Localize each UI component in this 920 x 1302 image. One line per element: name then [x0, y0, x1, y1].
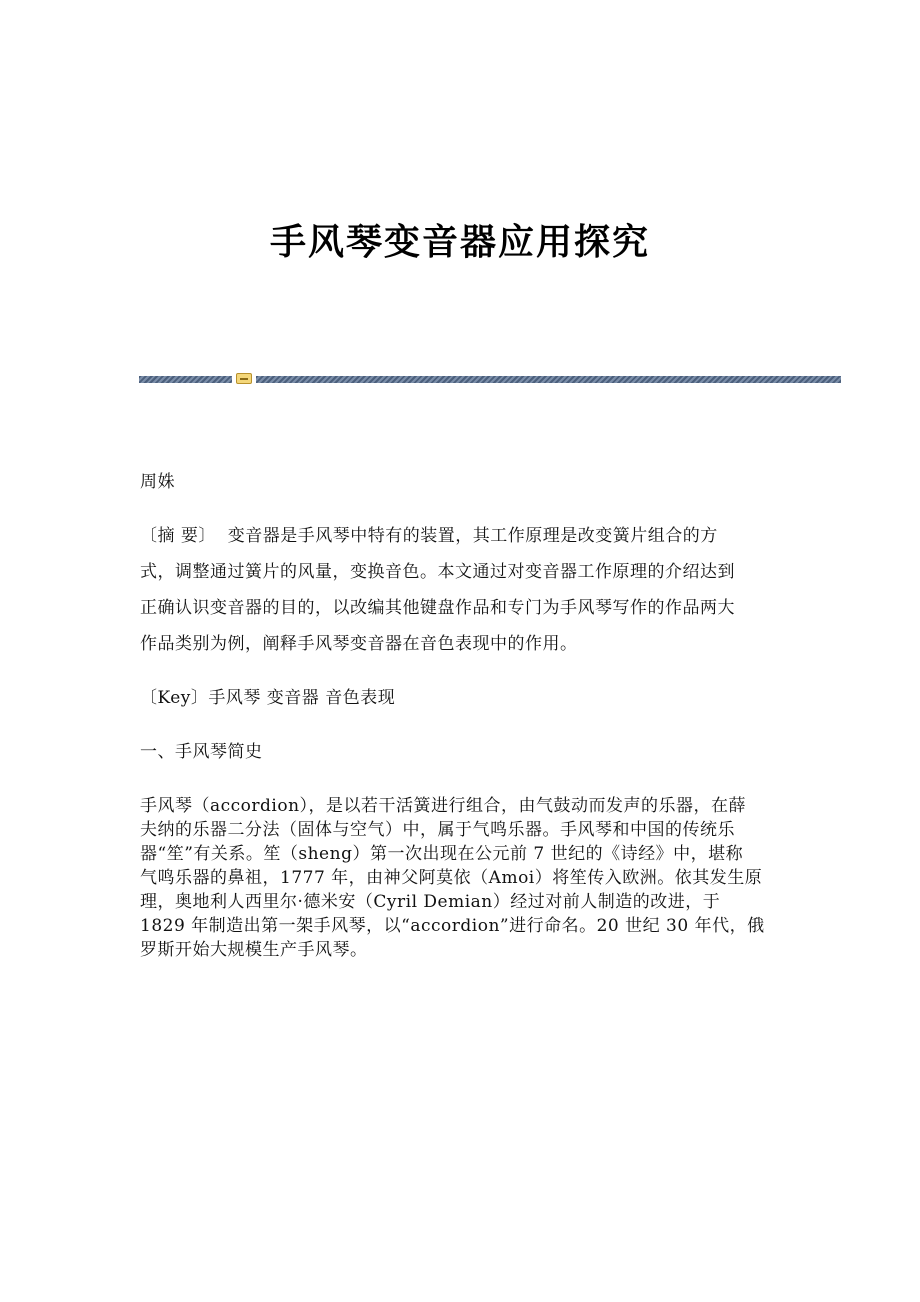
- paragraph-line: 手风琴（accordion），是以若干活簧进行组合，由气鼓动而发声的乐器，在薛: [140, 796, 747, 816]
- paragraph-line: 罗斯开始大规模生产手风琴。: [140, 940, 368, 960]
- author-name: 周姝: [140, 472, 175, 492]
- section-heading: 一、手风琴简史: [140, 742, 263, 762]
- abstract-block: [140, 512, 785, 668]
- article-body: [140, 470, 785, 974]
- paragraph-line: 器“笙”有关系。笙（sheng）第一次出现在公元前 7 世纪的《诗经》中，堪称: [140, 844, 744, 864]
- paragraph-line: 夫纳的乐器二分法（固体与空气）中，属于气鸣乐器。手风琴和中国的传统乐: [140, 820, 735, 840]
- page-title: 手风琴变音器应用探究: [269, 222, 650, 263]
- abstract-line: 作品类别为例，阐释手风琴变音器在音色表现中的作用。: [140, 634, 578, 654]
- abstract-text: 变音器是手风琴中特有的装置，其工作原理是改变簧片组合的方: [227, 526, 718, 546]
- paragraph-line: 气鸣乐器的鼻祖，1777 年，由神父阿莫依（Amoi）将笙传入欧洲。依其发生原: [140, 868, 763, 888]
- divider-bar-left: [139, 376, 232, 383]
- abstract-line: 式，调整通过簧片的风量，变换音色。本文通过对变音器工作原理的介绍达到: [140, 562, 735, 582]
- section-paragraph: [140, 782, 785, 974]
- keywords: 〔Key〕手风琴 变音器 音色表现: [140, 688, 396, 708]
- paragraph-line: 理，奥地利人西里尔·德米安（Cyril Demian）经过对前人制造的改进，于: [140, 892, 721, 912]
- paragraph-line: 1829 年制造出第一架手风琴，以“accordion”进行命名。20 世纪 30 年代，俄: [140, 916, 765, 936]
- divider-ornament-icon: [236, 373, 252, 384]
- title-divider: [139, 373, 841, 385]
- divider-bar-right: [256, 376, 841, 383]
- abstract-line: 正确认识变音器的目的，以改编其他键盘作品和专门为手风琴写作的作品两大: [140, 598, 735, 618]
- abstract-label: 〔摘 要〕: [140, 526, 216, 546]
